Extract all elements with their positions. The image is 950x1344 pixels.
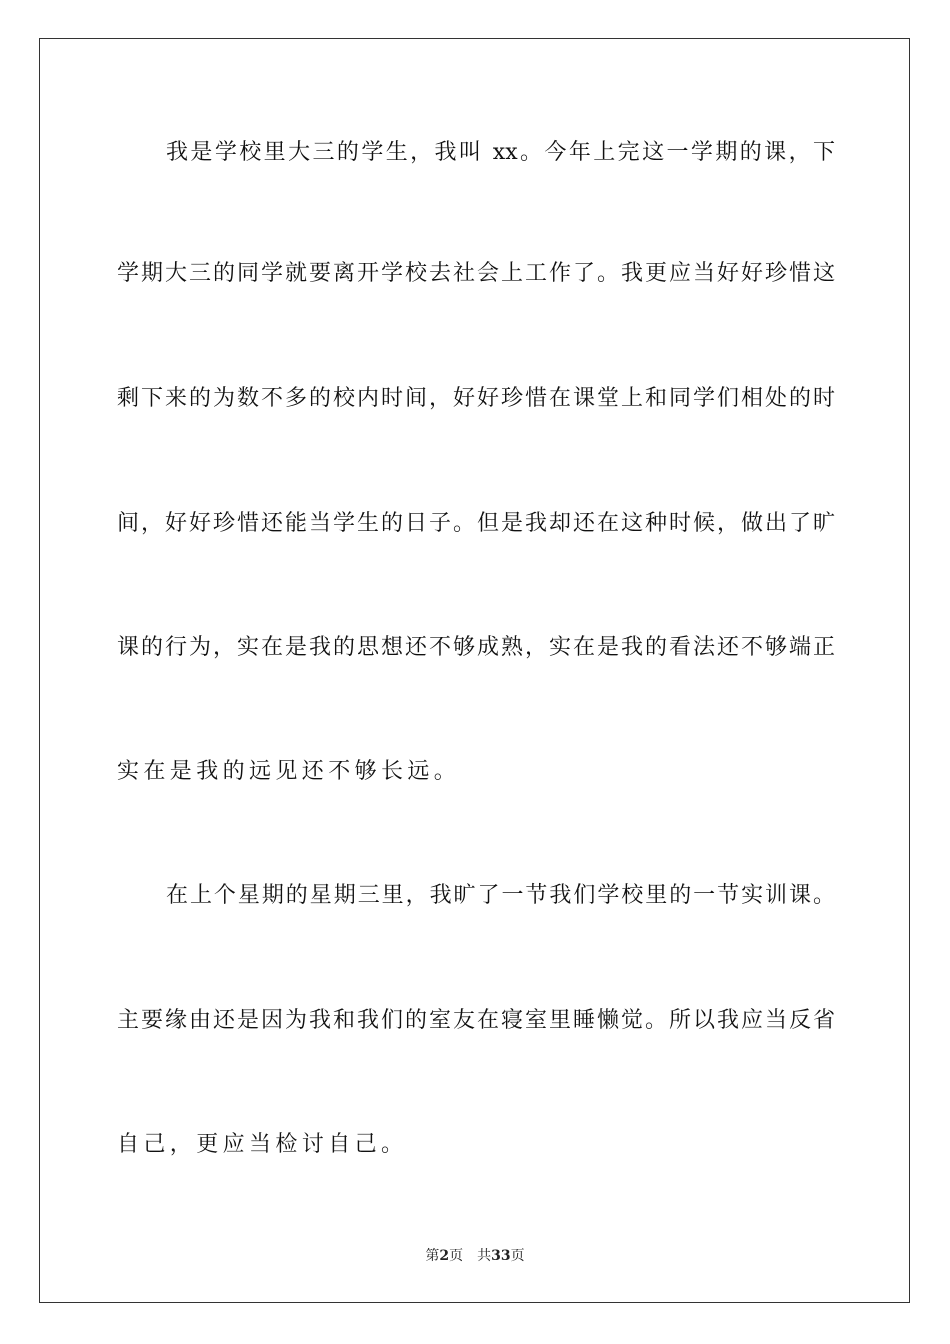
text-line: 实在是我的远见还不够长远。 [117, 759, 461, 784]
text-line: 主要缘由还是因为我和我们的室友在寝室里睡懒觉。所以我应当反省 [117, 1008, 835, 1033]
page-frame [39, 38, 910, 1303]
text-line: 剩下来的为数不多的校内时间，好好珍惜在课堂上和同学们相处的时 [117, 386, 835, 411]
text-line: 间，好好珍惜还能当学生的日子。但是我却还在这种时候，做出了旷 [117, 511, 835, 536]
total-suffix: 页 [510, 1248, 525, 1264]
total-pages: 33 [491, 1248, 511, 1264]
page-number: 2 [439, 1248, 450, 1264]
page-suffix: 页 [449, 1248, 464, 1264]
text-line: 学期大三的同学就要离开学校去社会上工作了。我更应当好好珍惜这 [117, 261, 835, 286]
text-line: 我是学校里大三的学生，我叫 xx。今年上完这一学期的课，下 [166, 140, 835, 165]
text-line: 课的行为，实在是我的思想还不够成熟，实在是我的看法还不够端正 [117, 635, 835, 660]
text-line: 在上个星期的星期三里，我旷了一节我们学校里的一节实训课。 [166, 883, 835, 908]
page-prefix: 第 [425, 1248, 440, 1264]
text-line: 自己，更应当检讨自己。 [117, 1132, 408, 1157]
total-prefix: 共 [477, 1248, 492, 1264]
page-footer [0, 1247, 950, 1265]
